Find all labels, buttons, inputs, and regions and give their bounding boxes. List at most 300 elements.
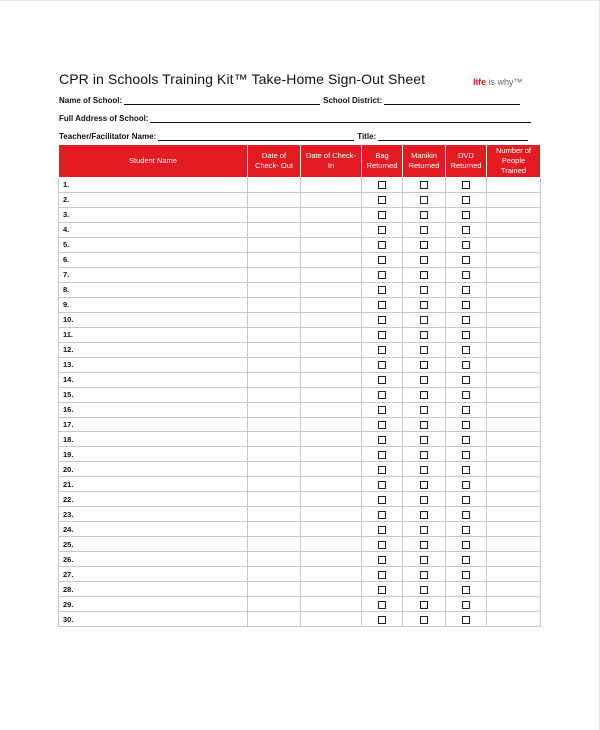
people-trained-cell[interactable] (487, 312, 541, 327)
people-trained-cell[interactable] (487, 477, 541, 492)
check-out-date-cell[interactable] (248, 178, 301, 193)
student-name-cell[interactable] (59, 582, 248, 597)
check-in-date-cell[interactable] (301, 252, 362, 267)
people-trained-cell[interactable] (487, 178, 541, 193)
check-out-date-cell[interactable] (248, 537, 301, 552)
manikin-returned-cell (403, 267, 446, 282)
check-out-date-cell[interactable] (248, 297, 301, 312)
bag-returned-cell (362, 597, 403, 612)
manikin-returned-checkbox[interactable] (420, 271, 428, 279)
bag-returned-checkbox[interactable] (378, 331, 386, 339)
bag-returned-checkbox[interactable] (378, 571, 386, 579)
check-out-date-cell[interactable] (248, 357, 301, 372)
manikin-returned-checkbox[interactable] (420, 256, 428, 264)
teacher-name-label: Teacher/Facilitator Name: (59, 132, 157, 141)
manikin-returned-checkbox[interactable] (420, 196, 428, 204)
dvd-returned-checkbox[interactable] (462, 316, 470, 324)
student-name-cell[interactable] (59, 327, 248, 342)
student-name-cell[interactable] (59, 372, 248, 387)
people-trained-cell[interactable] (487, 342, 541, 357)
student-name-cell[interactable] (59, 447, 248, 462)
check-out-date-cell[interactable] (248, 612, 301, 627)
row-number: 1. (63, 180, 70, 190)
dvd-returned-cell (446, 387, 487, 402)
check-out-date-cell[interactable] (248, 582, 301, 597)
dvd-returned-checkbox[interactable] (462, 406, 470, 414)
check-in-date-cell[interactable] (301, 297, 362, 312)
manikin-returned-cell (403, 582, 446, 597)
row-number: 8. (63, 285, 70, 295)
check-out-date-cell[interactable] (248, 192, 301, 207)
check-in-date-cell[interactable] (301, 282, 362, 297)
table-row (59, 312, 541, 327)
dvd-returned-checkbox[interactable] (462, 571, 470, 579)
student-name-cell[interactable] (59, 192, 248, 207)
student-name-cell[interactable] (59, 597, 248, 612)
dvd-returned-cell (446, 462, 487, 477)
dvd-returned-cell (446, 267, 487, 282)
student-name-cell[interactable] (59, 178, 248, 193)
name-of-school-label: Name of School: (59, 96, 123, 105)
bag-returned-checkbox[interactable] (378, 586, 386, 594)
bag-returned-checkbox[interactable] (378, 526, 386, 534)
dvd-returned-cell (446, 507, 487, 522)
dvd-returned-checkbox[interactable] (462, 286, 470, 294)
student-name-cell[interactable] (59, 282, 248, 297)
bag-returned-checkbox[interactable] (378, 616, 386, 624)
people-trained-cell[interactable] (487, 387, 541, 402)
dvd-returned-cell (446, 567, 487, 582)
bag-returned-checkbox[interactable] (378, 301, 386, 309)
dvd-returned-cell (446, 312, 487, 327)
check-out-date-cell[interactable] (248, 597, 301, 612)
check-out-date-cell[interactable] (248, 237, 301, 252)
dvd-returned-checkbox[interactable] (462, 331, 470, 339)
dvd-returned-checkbox[interactable] (462, 376, 470, 384)
check-in-date-cell[interactable] (301, 372, 362, 387)
student-name-cell[interactable] (59, 477, 248, 492)
manikin-returned-cell (403, 327, 446, 342)
student-name-cell[interactable] (59, 252, 248, 267)
manikin-returned-cell (403, 237, 446, 252)
dvd-returned-checkbox[interactable] (462, 616, 470, 624)
dvd-returned-cell (446, 297, 487, 312)
table-row (59, 387, 541, 402)
dvd-returned-checkbox[interactable] (462, 391, 470, 399)
manikin-returned-checkbox[interactable] (420, 481, 428, 489)
check-out-date-cell[interactable] (248, 567, 301, 582)
manikin-returned-checkbox[interactable] (420, 541, 428, 549)
manikin-returned-checkbox[interactable] (420, 436, 428, 444)
dvd-returned-checkbox[interactable] (462, 421, 470, 429)
manikin-returned-checkbox[interactable] (420, 226, 428, 234)
dvd-returned-checkbox[interactable] (462, 601, 470, 609)
dvd-returned-checkbox[interactable] (462, 361, 470, 369)
bag-returned-checkbox[interactable] (378, 346, 386, 354)
manikin-returned-checkbox[interactable] (420, 301, 428, 309)
student-name-cell[interactable] (59, 432, 248, 447)
student-name-cell[interactable] (59, 567, 248, 582)
manikin-returned-checkbox[interactable] (420, 451, 428, 459)
manikin-returned-checkbox[interactable] (420, 421, 428, 429)
check-out-date-cell[interactable] (248, 507, 301, 522)
row-number: 25. (63, 539, 74, 549)
table-row (59, 432, 541, 447)
row-number: 14. (63, 375, 74, 385)
manikin-returned-checkbox[interactable] (420, 286, 428, 294)
manikin-returned-checkbox[interactable] (420, 466, 428, 474)
row-number: 16. (63, 405, 74, 415)
manikin-returned-checkbox[interactable] (420, 181, 428, 189)
dvd-returned-cell (446, 372, 487, 387)
manikin-returned-checkbox[interactable] (420, 526, 428, 534)
check-in-date-cell[interactable] (301, 612, 362, 627)
people-trained-cell[interactable] (487, 582, 541, 597)
bag-returned-checkbox[interactable] (378, 271, 386, 279)
student-name-cell[interactable] (59, 342, 248, 357)
manikin-returned-checkbox[interactable] (420, 346, 428, 354)
bag-returned-checkbox[interactable] (378, 226, 386, 234)
dvd-returned-checkbox[interactable] (462, 466, 470, 474)
name-of-school-field[interactable] (124, 96, 320, 105)
dvd-returned-checkbox[interactable] (462, 301, 470, 309)
student-name-cell[interactable] (59, 237, 248, 252)
people-trained-cell[interactable] (487, 402, 541, 417)
bag-returned-checkbox[interactable] (378, 241, 386, 249)
row-number: 11. (63, 330, 74, 340)
student-name-cell[interactable] (59, 297, 248, 312)
manikin-returned-checkbox[interactable] (420, 571, 428, 579)
manikin-returned-cell (403, 387, 446, 402)
people-trained-cell[interactable] (487, 522, 541, 537)
dvd-returned-checkbox[interactable] (462, 436, 470, 444)
dvd-returned-cell (446, 492, 487, 507)
check-out-date-cell[interactable] (248, 267, 301, 282)
check-out-date-cell[interactable] (248, 387, 301, 402)
table-row (59, 417, 541, 432)
table-row (59, 252, 541, 267)
dvd-returned-cell (446, 522, 487, 537)
table-row (59, 178, 541, 193)
row-number: 9. (63, 300, 70, 310)
check-out-date-cell[interactable] (248, 252, 301, 267)
dvd-returned-checkbox[interactable] (462, 346, 470, 354)
check-in-date-cell[interactable] (301, 507, 362, 522)
student-name-cell[interactable] (59, 507, 248, 522)
people-trained-cell[interactable] (487, 432, 541, 447)
people-trained-cell[interactable] (487, 537, 541, 552)
student-name-cell[interactable] (59, 402, 248, 417)
check-in-date-cell[interactable] (301, 192, 362, 207)
check-in-date-cell[interactable] (301, 342, 362, 357)
full-address-field[interactable] (150, 114, 531, 123)
bag-returned-checkbox[interactable] (378, 316, 386, 324)
bag-returned-cell (362, 252, 403, 267)
dvd-returned-checkbox[interactable] (462, 196, 470, 204)
manikin-returned-cell (403, 312, 446, 327)
check-out-date-cell[interactable] (248, 462, 301, 477)
table-row (59, 597, 541, 612)
dvd-returned-checkbox[interactable] (462, 211, 470, 219)
bag-returned-checkbox[interactable] (378, 466, 386, 474)
manikin-returned-cell (403, 402, 446, 417)
check-out-date-cell[interactable] (248, 522, 301, 537)
dvd-returned-checkbox[interactable] (462, 271, 470, 279)
manikin-returned-cell (403, 462, 446, 477)
check-out-date-cell[interactable] (248, 327, 301, 342)
student-name-cell[interactable] (59, 522, 248, 537)
manikin-returned-cell (403, 552, 446, 567)
bag-returned-checkbox[interactable] (378, 196, 386, 204)
people-trained-cell[interactable] (487, 297, 541, 312)
dvd-returned-cell (446, 282, 487, 297)
student-name-cell[interactable] (59, 222, 248, 237)
manikin-returned-checkbox[interactable] (420, 556, 428, 564)
people-trained-cell[interactable] (487, 192, 541, 207)
table-row (59, 567, 541, 582)
school-district-label: School District: (323, 96, 383, 105)
bag-returned-cell (362, 462, 403, 477)
row-number: 21. (63, 479, 74, 489)
people-trained-cell[interactable] (487, 447, 541, 462)
check-in-date-cell[interactable] (301, 552, 362, 567)
school-district-field[interactable] (384, 96, 520, 105)
check-in-date-cell[interactable] (301, 537, 362, 552)
check-out-date-cell[interactable] (248, 447, 301, 462)
check-out-date-cell[interactable] (248, 552, 301, 567)
check-in-date-cell[interactable] (301, 417, 362, 432)
row-number: 12. (63, 345, 74, 355)
student-name-cell[interactable] (59, 357, 248, 372)
check-in-date-cell[interactable] (301, 178, 362, 193)
title-field[interactable] (378, 132, 528, 141)
check-out-date-cell[interactable] (248, 207, 301, 222)
student-name-cell[interactable] (59, 312, 248, 327)
student-name-cell[interactable] (59, 207, 248, 222)
dvd-returned-checkbox[interactable] (462, 586, 470, 594)
header-number-trained: Number of People Trained (487, 145, 541, 178)
manikin-returned-checkbox[interactable] (420, 331, 428, 339)
manikin-returned-checkbox[interactable] (420, 316, 428, 324)
row-number: 27. (63, 569, 74, 579)
row-number: 18. (63, 434, 74, 444)
manikin-returned-checkbox[interactable] (420, 586, 428, 594)
student-name-cell[interactable] (59, 537, 248, 552)
teacher-row (59, 127, 531, 141)
people-trained-cell[interactable] (487, 552, 541, 567)
student-name-cell[interactable] (59, 417, 248, 432)
dvd-returned-checkbox[interactable] (462, 256, 470, 264)
dvd-returned-cell (446, 178, 487, 193)
manikin-returned-checkbox[interactable] (420, 391, 428, 399)
check-in-date-cell[interactable] (301, 357, 362, 372)
manikin-returned-cell (403, 178, 446, 193)
dvd-returned-checkbox[interactable] (462, 181, 470, 189)
row-number: 10. (63, 315, 74, 325)
check-in-date-cell[interactable] (301, 492, 362, 507)
dvd-returned-checkbox[interactable] (462, 496, 470, 504)
bag-returned-cell (362, 312, 403, 327)
manikin-returned-cell (403, 567, 446, 582)
people-trained-cell[interactable] (487, 492, 541, 507)
check-out-date-cell[interactable] (248, 432, 301, 447)
bag-returned-checkbox[interactable] (378, 181, 386, 189)
check-in-date-cell[interactable] (301, 522, 362, 537)
people-trained-cell[interactable] (487, 282, 541, 297)
manikin-returned-cell (403, 507, 446, 522)
student-name-cell[interactable] (59, 387, 248, 402)
check-in-date-cell[interactable] (301, 447, 362, 462)
table-row (59, 267, 541, 282)
dvd-returned-checkbox[interactable] (462, 541, 470, 549)
teacher-name-field[interactable] (158, 132, 354, 141)
manikin-returned-cell (403, 342, 446, 357)
row-number: 24. (63, 524, 74, 534)
check-in-date-cell[interactable] (301, 462, 362, 477)
bag-returned-cell (362, 192, 403, 207)
row-number: 30. (63, 614, 74, 624)
people-trained-cell[interactable] (487, 567, 541, 582)
check-in-date-cell[interactable] (301, 432, 362, 447)
manikin-returned-cell (403, 522, 446, 537)
check-in-date-cell[interactable] (301, 567, 362, 582)
people-trained-cell[interactable] (487, 207, 541, 222)
manikin-returned-checkbox[interactable] (420, 496, 428, 504)
student-name-cell[interactable] (59, 492, 248, 507)
bag-returned-checkbox[interactable] (378, 406, 386, 414)
check-out-date-cell[interactable] (248, 222, 301, 237)
dvd-returned-cell (446, 192, 487, 207)
manikin-returned-checkbox[interactable] (420, 511, 428, 519)
check-in-date-cell[interactable] (301, 387, 362, 402)
table-row (59, 582, 541, 597)
bag-returned-checkbox[interactable] (378, 451, 386, 459)
table-row (59, 327, 541, 342)
dvd-returned-checkbox[interactable] (462, 556, 470, 564)
dvd-returned-cell (446, 537, 487, 552)
bag-returned-cell (362, 207, 403, 222)
people-trained-cell[interactable] (487, 372, 541, 387)
bag-returned-cell (362, 402, 403, 417)
bag-returned-cell (362, 447, 403, 462)
check-in-date-cell[interactable] (301, 477, 362, 492)
people-trained-cell[interactable] (487, 267, 541, 282)
student-name-cell[interactable] (59, 267, 248, 282)
address-row (59, 109, 534, 123)
bag-returned-checkbox[interactable] (378, 421, 386, 429)
table-row (59, 612, 541, 627)
dvd-returned-checkbox[interactable] (462, 241, 470, 249)
manikin-returned-checkbox[interactable] (420, 376, 428, 384)
people-trained-cell[interactable] (487, 237, 541, 252)
check-out-date-cell[interactable] (248, 282, 301, 297)
bag-returned-checkbox[interactable] (378, 211, 386, 219)
student-name-cell[interactable] (59, 552, 248, 567)
table-row (59, 237, 541, 252)
bag-returned-checkbox[interactable] (378, 511, 386, 519)
bag-returned-checkbox[interactable] (378, 286, 386, 294)
manikin-returned-checkbox[interactable] (420, 601, 428, 609)
table-row (59, 357, 541, 372)
dvd-returned-checkbox[interactable] (462, 526, 470, 534)
bag-returned-checkbox[interactable] (378, 496, 386, 504)
row-number: 2. (63, 195, 70, 205)
student-name-cell[interactable] (59, 462, 248, 477)
people-trained-cell[interactable] (487, 357, 541, 372)
dvd-returned-checkbox[interactable] (462, 511, 470, 519)
bag-returned-checkbox[interactable] (378, 256, 386, 264)
brand-logo-suffix: is why™ (486, 77, 523, 87)
bag-returned-cell (362, 357, 403, 372)
check-in-date-cell[interactable] (301, 582, 362, 597)
people-trained-cell[interactable] (487, 597, 541, 612)
student-name-cell[interactable] (59, 612, 248, 627)
check-in-date-cell[interactable] (301, 312, 362, 327)
dvd-returned-checkbox[interactable] (462, 226, 470, 234)
check-in-date-cell[interactable] (301, 237, 362, 252)
people-trained-cell[interactable] (487, 327, 541, 342)
check-out-date-cell[interactable] (248, 312, 301, 327)
sign-out-table (58, 144, 541, 627)
people-trained-cell[interactable] (487, 507, 541, 522)
check-in-date-cell[interactable] (301, 327, 362, 342)
row-number: 28. (63, 584, 74, 594)
people-trained-cell[interactable] (487, 612, 541, 627)
dvd-returned-checkbox[interactable] (462, 481, 470, 489)
manikin-returned-checkbox[interactable] (420, 406, 428, 414)
bag-returned-checkbox[interactable] (378, 556, 386, 564)
bag-returned-checkbox[interactable] (378, 601, 386, 609)
check-in-date-cell[interactable] (301, 222, 362, 237)
table-row (59, 192, 541, 207)
manikin-returned-cell (403, 357, 446, 372)
manikin-returned-checkbox[interactable] (420, 211, 428, 219)
people-trained-cell[interactable] (487, 417, 541, 432)
people-trained-cell[interactable] (487, 252, 541, 267)
table-row (59, 537, 541, 552)
bag-returned-checkbox[interactable] (378, 361, 386, 369)
manikin-returned-checkbox[interactable] (420, 241, 428, 249)
check-out-date-cell[interactable] (248, 402, 301, 417)
manikin-returned-cell (403, 192, 446, 207)
bag-returned-cell (362, 567, 403, 582)
bag-returned-checkbox[interactable] (378, 481, 386, 489)
bag-returned-checkbox[interactable] (378, 541, 386, 549)
check-in-date-cell[interactable] (301, 402, 362, 417)
bag-returned-cell (362, 342, 403, 357)
check-in-date-cell[interactable] (301, 207, 362, 222)
bag-returned-checkbox[interactable] (378, 391, 386, 399)
check-out-date-cell[interactable] (248, 342, 301, 357)
check-out-date-cell[interactable] (248, 417, 301, 432)
check-out-date-cell[interactable] (248, 477, 301, 492)
title-label: Title: (357, 132, 377, 141)
check-in-date-cell[interactable] (301, 267, 362, 282)
manikin-returned-checkbox[interactable] (420, 616, 428, 624)
check-out-date-cell[interactable] (248, 492, 301, 507)
dvd-returned-checkbox[interactable] (462, 451, 470, 459)
people-trained-cell[interactable] (487, 462, 541, 477)
check-in-date-cell[interactable] (301, 597, 362, 612)
manikin-returned-checkbox[interactable] (420, 361, 428, 369)
bag-returned-checkbox[interactable] (378, 376, 386, 384)
dvd-returned-cell (446, 552, 487, 567)
bag-returned-checkbox[interactable] (378, 436, 386, 444)
check-out-date-cell[interactable] (248, 372, 301, 387)
people-trained-cell[interactable] (487, 222, 541, 237)
manikin-returned-cell (403, 372, 446, 387)
bag-returned-cell (362, 582, 403, 597)
